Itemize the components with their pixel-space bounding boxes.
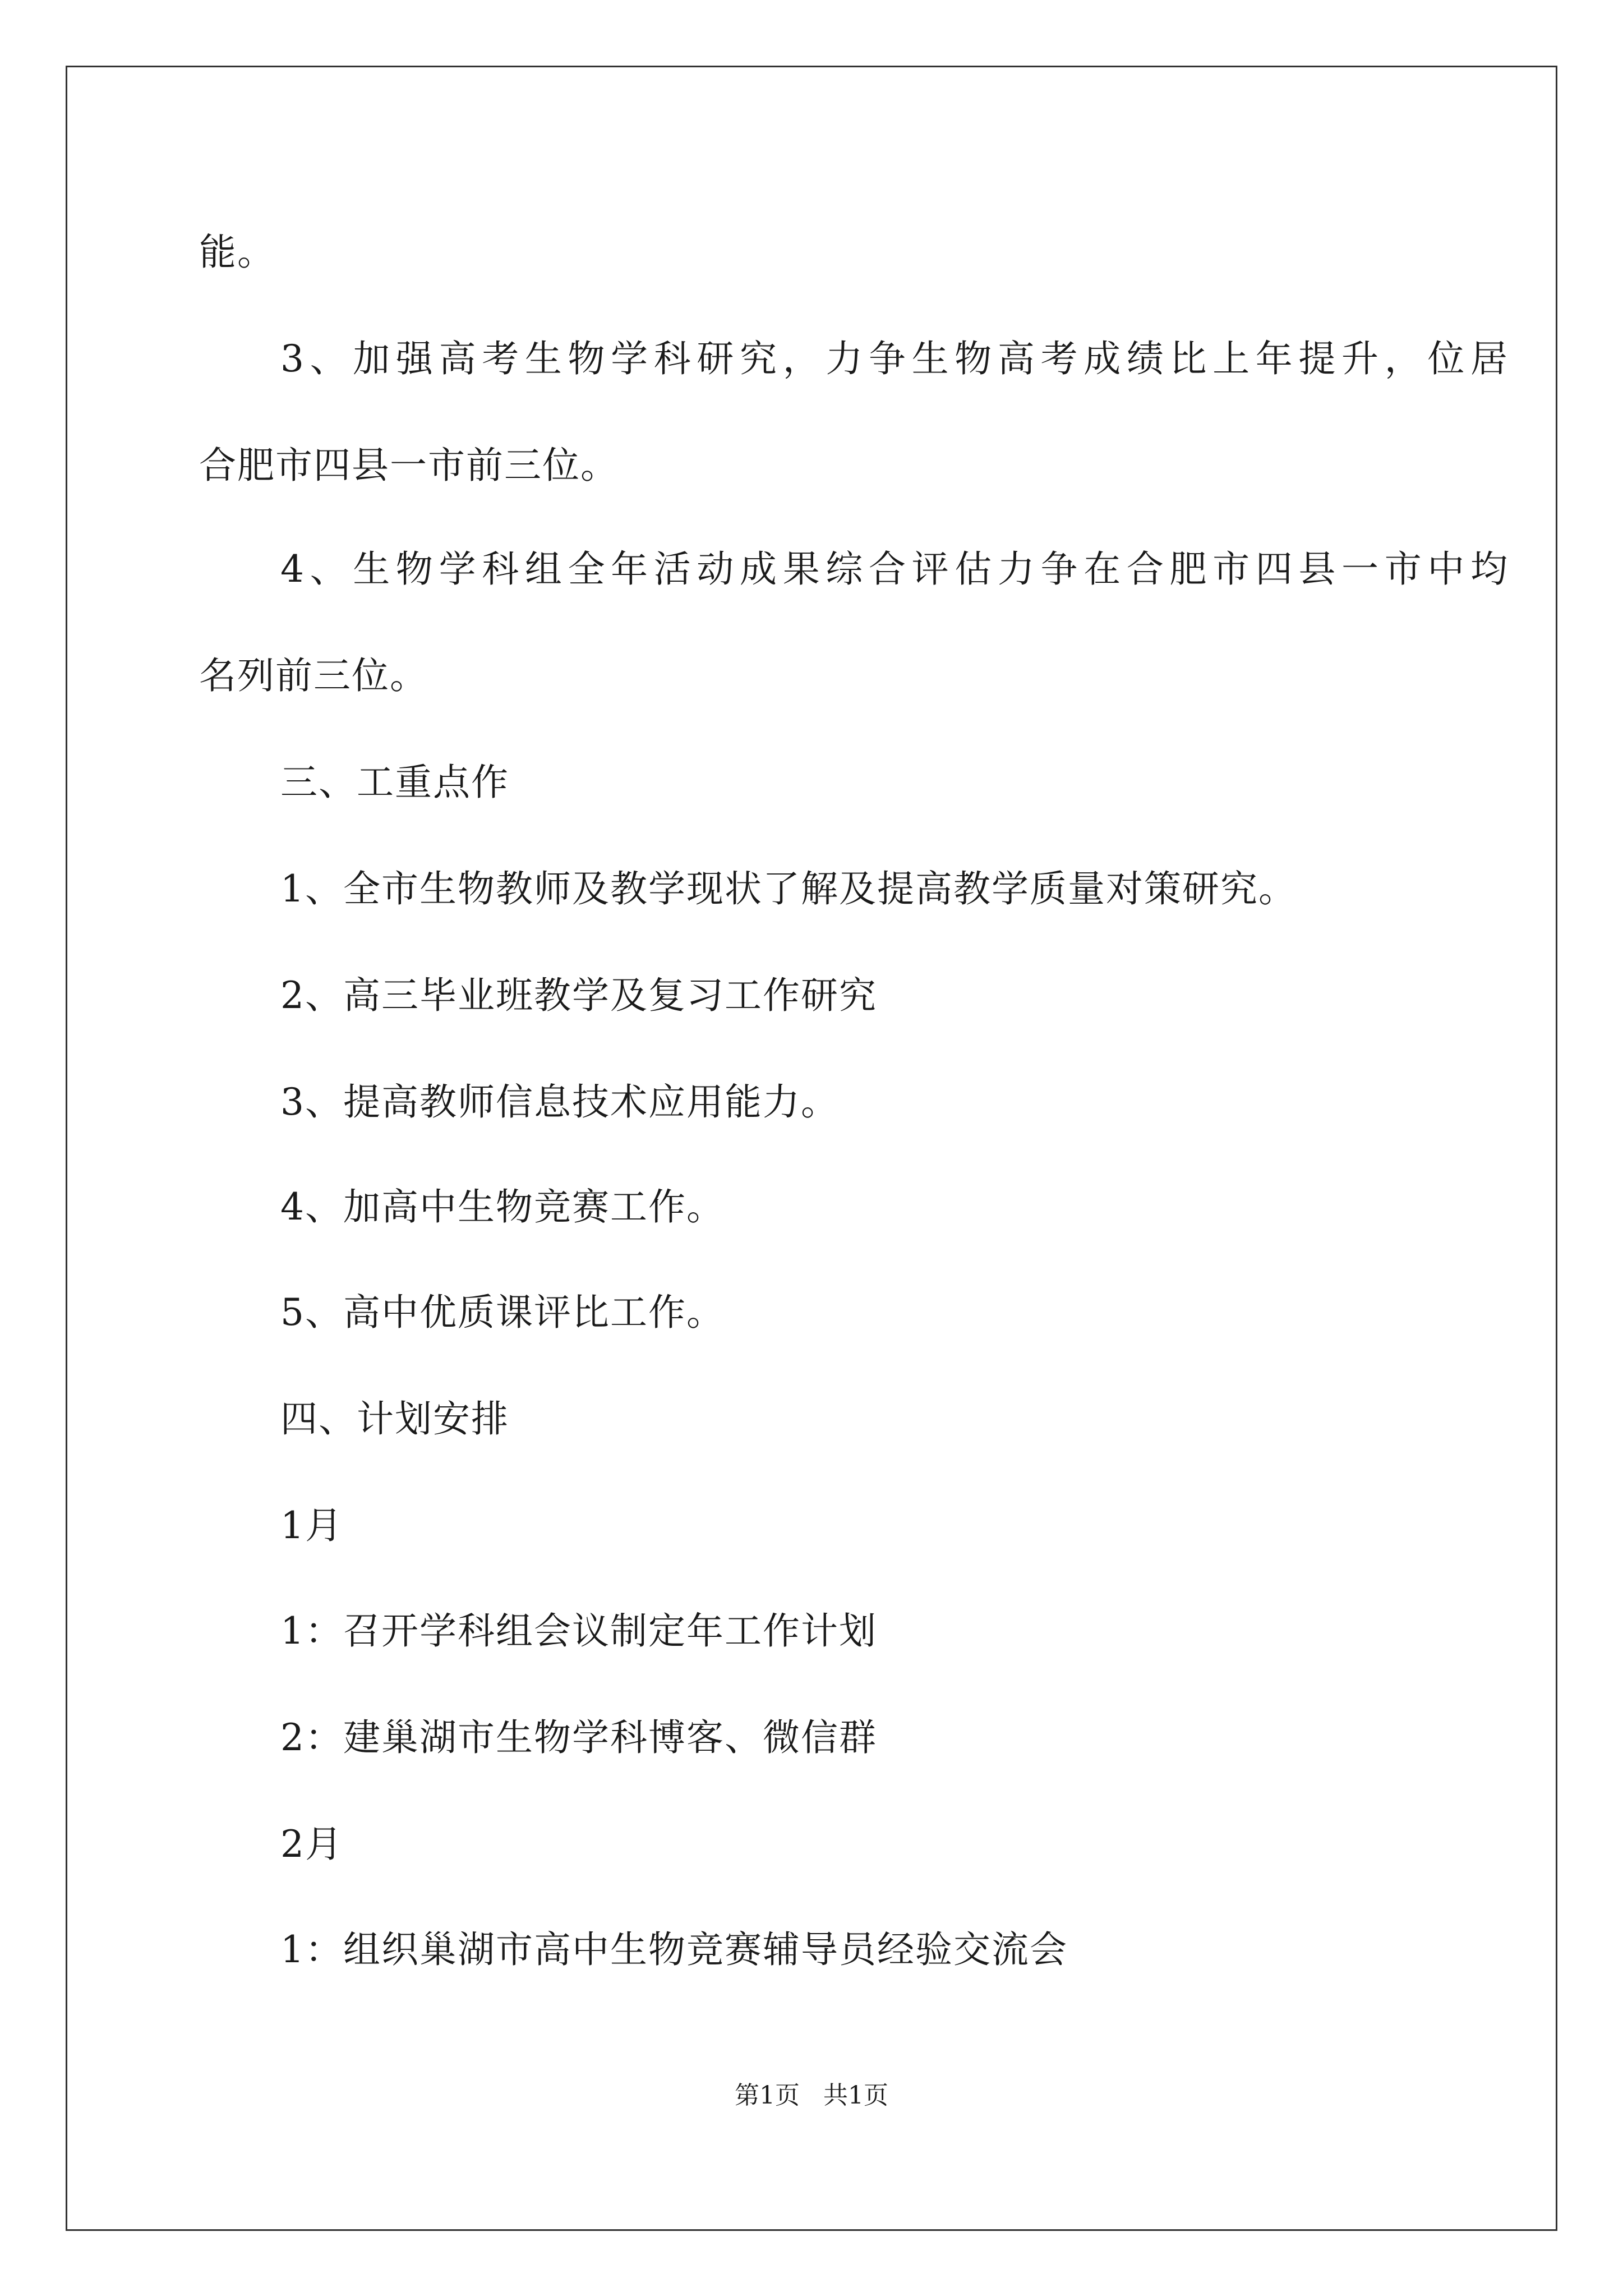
- list-item: 5、高中优质课评比工作。: [280, 1291, 725, 1334]
- page-footer: 第1页 共1页: [735, 2081, 888, 2110]
- text-line: 能。: [199, 231, 275, 274]
- list-item: 2、高三毕业班教学及复习工作研究: [280, 974, 877, 1017]
- section-heading: 三、工重点作: [280, 761, 509, 804]
- text-line: 名列前三位。: [199, 654, 428, 697]
- list-item: 1：召开学科组会议制定年工作计划: [280, 1609, 877, 1653]
- month-heading: 1月: [280, 1504, 343, 1547]
- list-item: 1：组织巢湖市高中生物竞赛辅导员经验交流会: [280, 1928, 1068, 1971]
- list-item: 4、加高中生物竞赛工作。: [280, 1185, 725, 1228]
- text-line: 4、生物学科组全年活动成果综合评估力争在合肥市四县一市中均: [280, 547, 1509, 591]
- list-item: 3、提高教师信息技术应用能力。: [280, 1080, 839, 1124]
- month-heading: 2月: [280, 1823, 343, 1866]
- list-item: 1、全市生物教师及教学现状了解及提高教学质量对策研究。: [280, 867, 1297, 910]
- list-item: 2：建巢湖市生物学科博客、微信群: [280, 1716, 877, 1759]
- section-heading: 四、计划安排: [280, 1397, 509, 1441]
- page-border: [66, 66, 1557, 2231]
- text-line: 合肥市四县一市前三位。: [199, 444, 619, 487]
- text-line: 3、加强高考生物学科研究，力争生物高考成绩比上年提升，位居: [280, 337, 1509, 380]
